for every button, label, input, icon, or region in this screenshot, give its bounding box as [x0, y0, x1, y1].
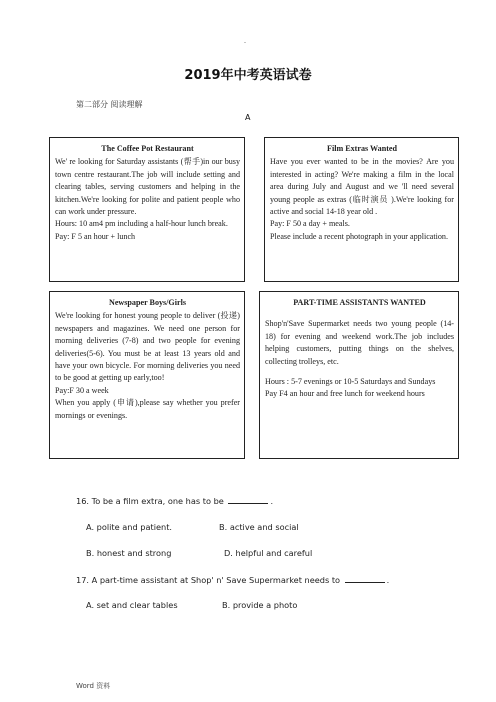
- ad-part-time: [259, 291, 459, 459]
- answer-blank[interactable]: [228, 495, 268, 504]
- ad-heading: Newspaper Boys/Girls: [109, 298, 186, 307]
- section-label: 第二部分 阅读理解: [76, 100, 143, 109]
- option-d[interactable]: D. helpful and careful: [224, 548, 313, 558]
- ad-heading: The Coffee Pot Restaurant: [101, 144, 194, 153]
- answer-blank[interactable]: [345, 574, 385, 583]
- part-label: A: [245, 113, 251, 122]
- ad-body: Shop'n'Save Supermarket needs two young people (14-18) for evening and weekend work.The job includes helping customers, putting things on the shelves, collecting trolleys, etc.: [265, 319, 454, 366]
- question-stem: 17. A part-time assistant at Shop' n' Save Supermarket needs to: [76, 575, 341, 585]
- header-dot: .: [244, 36, 246, 45]
- question-17: [76, 574, 389, 585]
- ad-newspaper: [49, 291, 245, 459]
- ad-body: Have you ever wanted to be in the movies? Are you interested in acting? We're making a film in the local area during July and August and we 'll need several young people as extras (临时演员 ).We're looking for active and social 14-18 year old .: [270, 157, 454, 217]
- option-b[interactable]: B. active and social: [219, 522, 299, 532]
- ad-pay: Pay: F 50 a day + meals.: [270, 219, 350, 229]
- ad-hours: Hours: 10 am4 pm including a half-hour lunch break.: [55, 219, 228, 229]
- ad-film-extras: [264, 137, 459, 282]
- ad-pay: Pay F4 an hour and free lunch for weekend hours: [265, 389, 425, 399]
- ad-heading: PART-TIME ASSISTANTS WANTED: [293, 298, 426, 307]
- ad-body: We're looking for honest young people to deliver (投递) newspapers and magazines. We need one person for morning deliveries (7-8) and two people for evening deliveries(5-6). You must be at least 13 years old and have your own bicycle. For morning deliveries you need to be good at getting up early,too!: [55, 311, 240, 383]
- option-c[interactable]: B. honest and strong: [86, 548, 172, 558]
- ad-coffee-pot: [49, 137, 245, 282]
- question-end: .: [270, 496, 274, 506]
- option-a[interactable]: A. polite and patient.: [86, 522, 173, 532]
- ad-pay: Pay: F 5 an hour + lunch: [55, 231, 136, 241]
- question-16: [76, 495, 273, 506]
- ad-note: Please include a recent photograph in your application.: [270, 231, 449, 241]
- ad-hours: Hours : 5-7 evenings or 10-5 Saturdays and Sundays: [265, 377, 436, 387]
- ad-pay: Pay:F 30 a week: [55, 385, 109, 395]
- option-b[interactable]: B. provide a photo: [222, 600, 298, 610]
- page-title: 2019年中考英语试卷: [184, 68, 312, 83]
- option-a[interactable]: A. set and clear tables: [86, 600, 178, 610]
- ad-heading: Film Extras Wanted: [327, 144, 397, 153]
- footer-label: Word 资料: [76, 682, 111, 690]
- question-stem: 16. To be a film extra, one has to be: [76, 496, 224, 506]
- ad-body: We' re looking for Saturday assistants (帮手)in our busy town centre restaurant.The job will include setting and clearing tables, serving customers and helping in the kitchen.We're looking for polite and patient people who can work under pressure.: [55, 157, 240, 217]
- ad-apply: When you apply (申请),please say whether you prefer mornings or evenings.: [55, 398, 240, 420]
- question-end: .: [386, 575, 390, 585]
